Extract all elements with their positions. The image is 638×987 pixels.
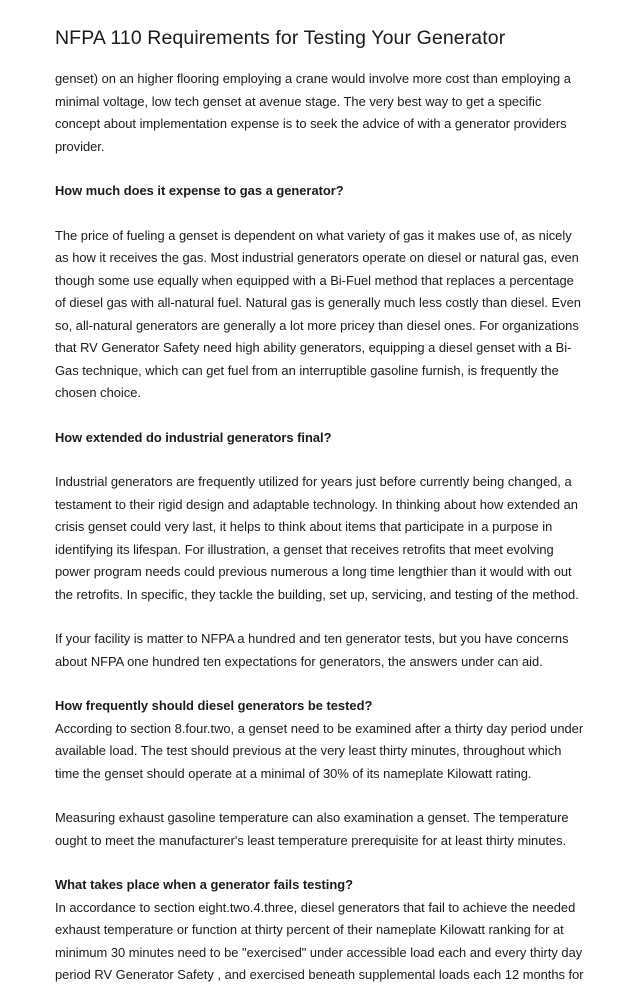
heading-fuel-cost: How much does it expense to gas a generator? (55, 183, 344, 198)
paragraph-lifespan: Industrial generators are frequently utilized for years just before currently being changed, a testament to their rigid design and adaptable technology. In thinking about how extended an crisis genset could very last, it helps to think about items that participate in a purpose in identifying its lifespan. For illustration, a genset that receives retrofits that meet evolving power program needs could previous numerous a long time lengthier than it would with out the retrofits. In specific, they tackle the building, set up, servicing, and testing of the method. (55, 474, 579, 602)
paragraph-test-failure: In accordance to section eight.two.4.three, diesel generators that fail to achieve the needed exhaust temperature or function at thirty percent of their nameplate Kilowatt ranking for at minimum 30 minutes need to be "exercised" under accessible load each and every thirty day period RV Generator Safety , and exercised beneath supplemental loads each 12 months for (55, 899, 584, 982)
paragraph-fuel-cost: The price of fueling a genset is dependent on what variety of gas it makes use of, as nicely as how it receives the gas. Most industrial generators operate on diesel or natural gas, even though some use equally when equipped with a Bi-Fuel method that replaces a percentage of diesel gas with all-natural fuel. Natural gas is generally much less costly than diesel. Even so, all-natural generators are generally a lot more pricey than diesel ones. For organizations that RV Generator Safety need high ability generators, equipping a diesel genset with a Bi-Gas technique, which can get fuel from an interruptible gasoline furnish, is frequently the chosen choice. (55, 227, 581, 400)
spacer (55, 785, 585, 807)
paragraph-test-frequency: According to section 8.four.two, a genset need to be examined after a thirty day period under available load. The test should previous at the very least thirty minutes, throughout which time the genset should operate at a minimal of 30% of its nameplate Kilowatt rating. (55, 720, 584, 781)
heading-lifespan: How extended do industrial generators final? (55, 429, 332, 445)
document-page (55, 26, 585, 987)
heading-test-frequency: How frequently should diesel generators be tested? (55, 698, 373, 713)
spacer (55, 203, 585, 225)
heading-test-failure: What takes place when a generator fails testing? (55, 877, 353, 892)
paragraph-1: genset) on an higher flooring employing a crane would involve more cost than employing a minimal voltage, low tech genset at avenue stage. The very best way to get a specific concept about implementation expense is to seek the advice of with a generator providers provider. (55, 71, 571, 154)
spacer (55, 449, 585, 471)
paragraph-nfpa-concerns: If your facility is matter to NFPA a hundred and ten generator tests, but you have concerns about NFPA one hundred ten expectations for generators, the answers under can aid. (55, 631, 569, 669)
page-title: NFPA 110 Requirements for Testing Your Generator (55, 27, 506, 49)
spacer (55, 405, 585, 427)
spacer (55, 673, 585, 695)
paragraph-exhaust-temperature: Measuring exhaust gasoline temperature can also examination a genset. The temperature ought to meet the manufacturer's least temperature prerequisite for at least thirty minutes. (55, 810, 569, 848)
spacer (55, 852, 585, 874)
spacer (55, 158, 585, 180)
spacer (55, 606, 585, 628)
